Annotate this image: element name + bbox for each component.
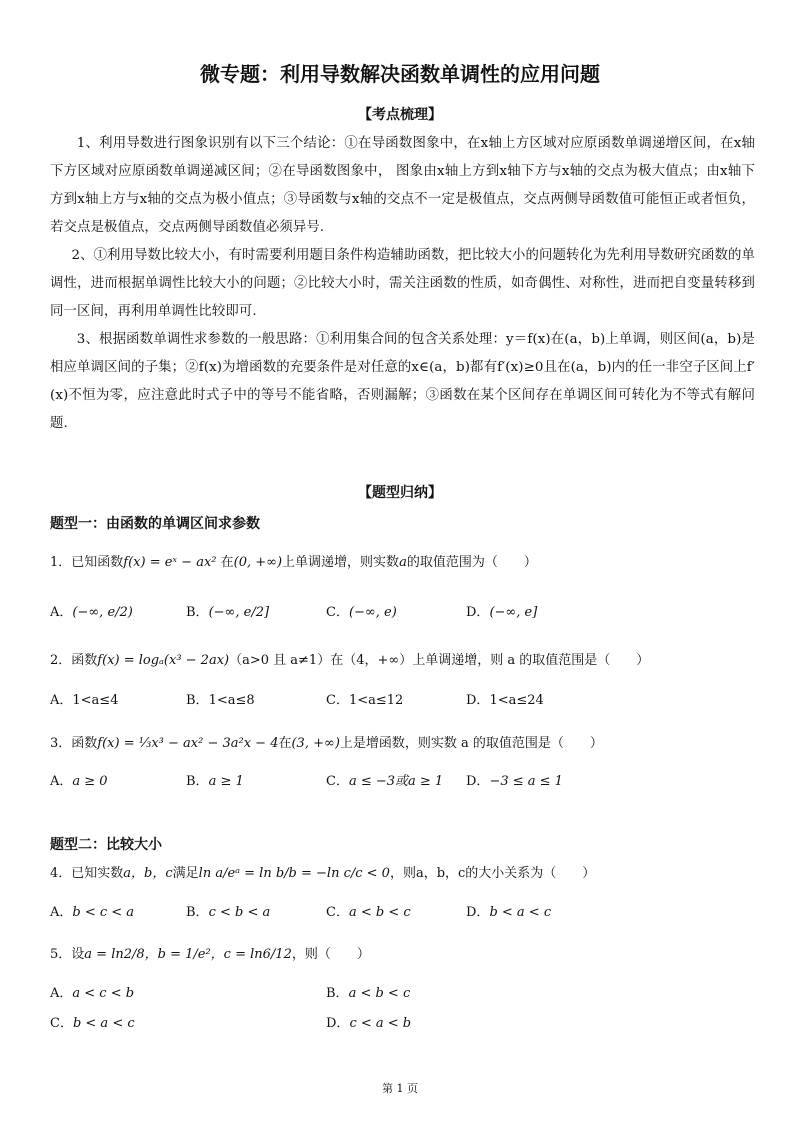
q2-option-a: A．1<a≤4 [50,693,119,708]
q4-condition: ln a/eᵃ = ln b/b = −ln c/c < 0 [198,866,390,881]
question-1: 1．已知函数f(x) = eˣ − ax² 在(0, +∞)上单调递增，则实数a的取值范围为（ ） [50,555,537,570]
q2-option-b: B．1<a≤8 [186,693,255,708]
q1-option-b: B．(−∞, e/2] [186,605,270,620]
key-point-1: 1、利用导数进行图象识别有以下三个结论：①在导函数图象中，在x轴上方区域对应原函数单调递增区间，在x轴下方区域对应原函数单调递减区间；②在导函数图象中， 图象由x轴上方到x轴下方与x轴的交点为极大值点；由x轴下方到x轴上方与x轴的交点为极小值点；③导函数与x轴的交点不一定是极值点，交点两侧导函数值可能恒正或者恒负，若交点是极值点，交点两侧导函数值必须异号. [50,136,755,235]
q1-option-d: D．(−∞, e] [466,605,538,620]
q5-option-d: D．c < a < b [326,1016,412,1031]
key-points-block [50,130,755,438]
question-4: 4．已知实数a，b，c满足ln a/eᵃ = ln b/b = −ln c/c < 0，则a，b，c的大小关系为（ ） [50,866,596,881]
q3-function: f(x) = ⅓x³ − ax² − 3a²x − 4 [97,736,279,751]
q2-option-d: D．1<a≤24 [466,693,544,708]
q5-option-c: C．b < a < c [50,1016,135,1031]
section-heading-question-types: 【题型归纳】 [358,485,442,501]
question-3: 3．函数f(x) = ⅓x³ − ax² − 3a²x − 4在(3, +∞)上是增函数，则实数 a 的取值范围是（ ） [50,736,603,751]
q3-interval: (3, +∞) [291,736,340,751]
q1-option-a: A．(−∞, e/2) [50,605,133,620]
q3-option-b: B．a ≥ 1 [186,774,244,789]
q4-option-d: D．b < a < c [466,905,552,920]
q2-function: f(x) = logₐ(x³ − 2ax) [97,653,230,668]
question-type-2-heading: 题型二：比较大小 [50,837,162,853]
question-type-1-heading: 题型一：由函数的单调区间求参数 [50,516,260,532]
question-5: 5．设a = ln2/8，b = 1/e²，c = ln6/12，则（ ） [50,947,370,962]
q5-option-b: B．a < b < c [326,986,411,1001]
q3-option-c: C．a ≤ −3或a ≥ 1 [326,774,444,789]
q3-option-d: D．−3 ≤ a ≤ 1 [466,774,563,789]
q4-option-a: A．b < c < a [50,905,135,920]
q1-interval: (0, +∞) [233,555,283,570]
q4-option-c: C．a < b < c [326,905,411,920]
key-point-2: 2、①利用导数比较大小，有时需要利用题目条件构造辅助函数，把比较大小的问题转化为先利用导数研究函数的单调性，进而根据单调性比较大小的问题；②比较大小时，需关注函数的性质，如奇偶性、对称性，进而把自变量转移到同一区间，再利用单调性比较即可. [50,248,755,319]
q4-option-b: B．c < b < a [186,905,271,920]
q1-option-c: C．(−∞, e) [326,605,397,620]
section-heading-key-points: 【考点梳理】 [358,107,442,123]
page-number: 第 1 页 [382,1082,418,1095]
q3-option-a: A．a ≥ 0 [50,774,108,789]
q5-option-a: A．a < c < b [50,986,135,1001]
q5-condition: a = ln2/8，b = 1/e²，c = ln6/12 [84,947,292,962]
page-title: 微专题：利用导数解决函数单调性的应用问题 [200,62,600,86]
q2-option-c: C．1<a≤12 [326,693,404,708]
key-point-3: 3、根据函数单调性求参数的一般思路：①利用集合间的包含关系处理：y＝f(x)在(a，b)上单调，则区间(a，b)是相应单调区间的子集；②f(x)为增函数的充要条件是对任意的x∈(a，b)都有f′(x)≥0且在(a，b)内的任一非空子区间上f′(x)不恒为零，应注意此时式子中的等号不能省略，否则漏解；③函数在某个区间存在单调区间可转化为不等式有解问题. [50,332,755,431]
question-2: 2．函数f(x) = logₐ(x³ − 2ax)（a>0 且 a≠1）在（4，+∞）上单调递增，则 a 的取值范围是（ ） [50,653,650,668]
q1-function: f(x) = eˣ − ax² [123,555,217,570]
